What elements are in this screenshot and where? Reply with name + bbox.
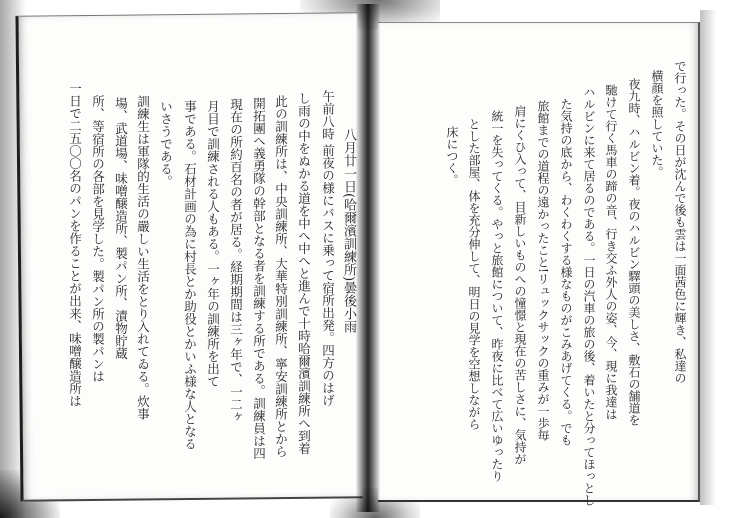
text-column: 事である。石材計画の為に村長とか助役とかいふ様な人となる bbox=[182, 100, 198, 450]
text-column: で行った。その日が沈んで後も雲は一面茜色に輝き、私達の bbox=[673, 60, 687, 384]
text-column: いさうである。 bbox=[158, 100, 174, 188]
text-column: 場、武道場、味噌醸造所、製パン所、漬物貯蔵 bbox=[113, 97, 129, 360]
diary-date-heading: 八月廿一日(哈爾濱訓練所)曇後小雨 bbox=[341, 128, 356, 334]
text-column: 馳けて行く馬車の蹄の音、行き交ふ外人の姿、今、現に我達は bbox=[604, 84, 618, 420]
text-column: た気持の底から、わくわくする様なものがこみあげてくる。でも bbox=[559, 98, 573, 446]
text-column: 横顔を照していた。 bbox=[650, 70, 664, 178]
text-column: 午前八時 前夜の様にバスに乗って宿所出発。四方のはげ bbox=[320, 90, 336, 407]
text-column: 旅館までの道程の遠かったこと!リュックサックの重みが一歩毎 bbox=[536, 100, 550, 441]
text-column: 月目で訓練される人もある。一ヶ年の訓練所を出て bbox=[205, 100, 221, 388]
scan-shadow-right-edge bbox=[700, 10, 716, 505]
text-column: 現在の所約百名の者が居る。経期期間は三ヶ年で、一二ヶ bbox=[228, 98, 244, 423]
text-column: し雨の中をぬかる道を中へ中へと進んで十時哈爾濱訓練所へ到着 bbox=[296, 92, 312, 455]
text-column: ハルビンに来て居るのである。一日の汽車の旅の後、着いたと分ってほっとし bbox=[582, 86, 596, 506]
text-column: とした部屋、体を充分伸して、明日の見学を空想しながら bbox=[467, 118, 481, 430]
text-column: 開拓團へ義勇隊の幹部となる者を訓練する所である。訓練員は四 bbox=[251, 97, 267, 460]
text-column: 所、等宿所の各部を見学した。製パン所の製パンは bbox=[90, 95, 106, 383]
text-column: 統一を失ってくる。やっと旅館について、昨夜に比べて広いゆったり bbox=[490, 110, 504, 482]
text-column: 肩にくひ入って、目新しいものへの憧憬と現在の苦しさに、気持が bbox=[513, 105, 527, 465]
text-column: 訓練生は軍隊的生活の嚴しい生活をとり入れてゐる。炊事 bbox=[135, 95, 151, 420]
text-column: 此の訓練所は、中央訓練所、大華特別訓練所、寧安訓練所とから bbox=[273, 95, 289, 458]
text-column: 一日で二五〇〇名のパンを作ることが出来、味噌醸造所は bbox=[67, 82, 83, 407]
text-column: 夜九時、ハルビン着。夜のハルビン驛頭の美しさ、敷石の舗道を bbox=[627, 78, 641, 426]
text-column: 床につく。 bbox=[445, 126, 459, 186]
